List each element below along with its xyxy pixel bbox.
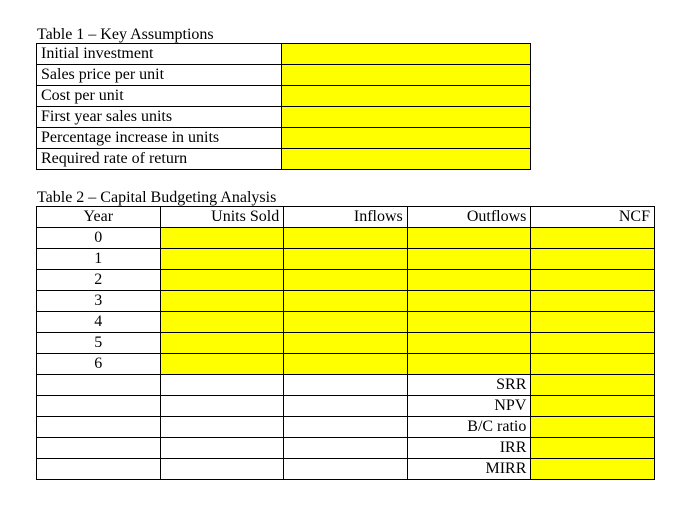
units-sold-input-cell[interactable] [160, 270, 284, 291]
table-row [37, 438, 655, 459]
empty-cell [160, 417, 284, 438]
column-header-inflows: Inflows [284, 207, 408, 228]
ncf-input-cell[interactable] [531, 333, 655, 354]
column-header-units-sold: Units Sold [160, 207, 284, 228]
outflows-input-cell[interactable] [407, 291, 531, 312]
metric-label-srr: SRR [407, 375, 531, 396]
year-cell: 4 [37, 312, 161, 333]
units-sold-input-cell[interactable] [160, 333, 284, 354]
inflows-input-cell[interactable] [284, 270, 408, 291]
table-row [37, 86, 531, 107]
table-row [37, 396, 655, 417]
assumption-input-cell[interactable] [282, 65, 531, 86]
units-sold-input-cell[interactable] [160, 312, 284, 333]
table-row [37, 333, 655, 354]
table2-caption: Table 2 – Capital Budgeting Analysis [37, 189, 277, 206]
units-sold-input-cell[interactable] [160, 291, 284, 312]
metric-label-bc-ratio: B/C ratio [407, 417, 531, 438]
table-row [37, 65, 531, 86]
empty-cell [37, 396, 161, 417]
table-row [37, 107, 531, 128]
assumption-label: Required rate of return [37, 149, 282, 170]
empty-cell [160, 438, 284, 459]
ncf-input-cell[interactable] [531, 249, 655, 270]
column-header-year: Year [37, 207, 161, 228]
table-row [37, 375, 655, 396]
mirr-input-cell[interactable] [531, 459, 655, 480]
empty-cell [284, 375, 408, 396]
empty-cell [284, 459, 408, 480]
year-cell: 6 [37, 354, 161, 375]
srr-input-cell[interactable] [531, 375, 655, 396]
ncf-input-cell[interactable] [531, 354, 655, 375]
bc-ratio-input-cell[interactable] [531, 417, 655, 438]
empty-cell [37, 459, 161, 480]
outflows-input-cell[interactable] [407, 270, 531, 291]
units-sold-input-cell[interactable] [160, 249, 284, 270]
assumption-label: Sales price per unit [37, 65, 282, 86]
table-row [37, 44, 531, 65]
assumption-label: First year sales units [37, 107, 282, 128]
empty-cell [284, 438, 408, 459]
table-row [37, 312, 655, 333]
table1-caption: Table 1 – Key Assumptions [37, 26, 214, 43]
npv-input-cell[interactable] [531, 396, 655, 417]
inflows-input-cell[interactable] [284, 333, 408, 354]
ncf-input-cell[interactable] [531, 291, 655, 312]
table-row [37, 291, 655, 312]
metric-label-irr: IRR [407, 438, 531, 459]
table-row [37, 128, 531, 149]
outflows-input-cell[interactable] [407, 354, 531, 375]
empty-cell [37, 375, 161, 396]
assumption-label: Cost per unit [37, 86, 282, 107]
empty-cell [37, 417, 161, 438]
column-header-ncf: NCF [531, 207, 655, 228]
table-row [37, 459, 655, 480]
inflows-input-cell[interactable] [284, 291, 408, 312]
empty-cell [160, 459, 284, 480]
ncf-input-cell[interactable] [531, 228, 655, 249]
table-row [37, 228, 655, 249]
year-cell: 0 [37, 228, 161, 249]
assumption-input-cell[interactable] [282, 44, 531, 65]
outflows-input-cell[interactable] [407, 312, 531, 333]
empty-cell [160, 375, 284, 396]
table-row [37, 249, 655, 270]
irr-input-cell[interactable] [531, 438, 655, 459]
empty-cell [160, 396, 284, 417]
metric-label-npv: NPV [407, 396, 531, 417]
assumption-label: Percentage increase in units [37, 128, 282, 149]
key-assumptions-table [36, 43, 531, 170]
assumption-input-cell[interactable] [282, 128, 531, 149]
year-cell: 2 [37, 270, 161, 291]
table-row [37, 270, 655, 291]
ncf-input-cell[interactable] [531, 270, 655, 291]
metric-label-mirr: MIRR [407, 459, 531, 480]
empty-cell [284, 396, 408, 417]
empty-cell [284, 417, 408, 438]
outflows-input-cell[interactable] [407, 228, 531, 249]
assumption-input-cell[interactable] [282, 107, 531, 128]
units-sold-input-cell[interactable] [160, 228, 284, 249]
year-cell: 1 [37, 249, 161, 270]
table-row [37, 149, 531, 170]
inflows-input-cell[interactable] [284, 354, 408, 375]
outflows-input-cell[interactable] [407, 333, 531, 354]
inflows-input-cell[interactable] [284, 249, 408, 270]
assumption-label: Initial investment [37, 44, 282, 65]
year-cell: 5 [37, 333, 161, 354]
column-header-outflows: Outflows [407, 207, 531, 228]
table-row [37, 417, 655, 438]
table-header-row [37, 207, 655, 228]
inflows-input-cell[interactable] [284, 312, 408, 333]
units-sold-input-cell[interactable] [160, 354, 284, 375]
assumption-input-cell[interactable] [282, 86, 531, 107]
assumption-input-cell[interactable] [282, 149, 531, 170]
table-row [37, 354, 655, 375]
year-cell: 3 [37, 291, 161, 312]
outflows-input-cell[interactable] [407, 249, 531, 270]
capital-budgeting-table [36, 206, 655, 480]
empty-cell [37, 438, 161, 459]
inflows-input-cell[interactable] [284, 228, 408, 249]
ncf-input-cell[interactable] [531, 312, 655, 333]
